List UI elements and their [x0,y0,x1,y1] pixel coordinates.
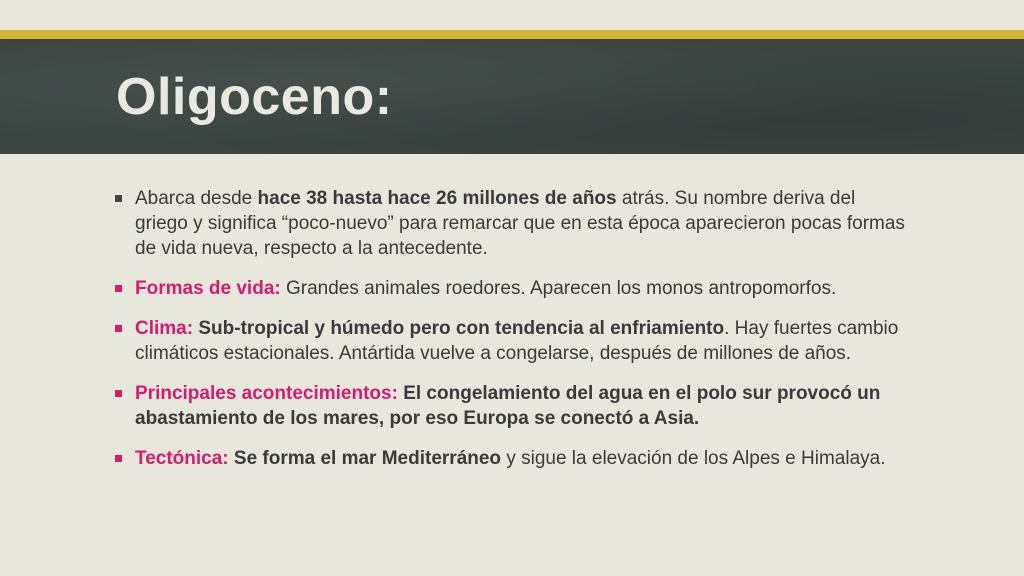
bullet-emphasis: Sub-tropical y húmedo pero con tendencia al enfriamiento [198,318,725,339]
bullet-label: Tectónica: [135,448,229,469]
square-bullet-icon [115,325,122,332]
bullet-label: Principales acontecimientos: [135,383,398,404]
bullet-text: Grandes animales roedores. Aparecen los monos antropomorfos. [280,278,837,299]
bullet-emphasis: Se forma el mar Mediterráneo [233,448,502,469]
accent-bar [0,30,1024,39]
bullet-text: atrás. Su nombre deriva del griego y significa “poco-nuevo” para remarcar que en esta época aparecieron pocas formas de vida nueva, respecto a la antecedente. [135,188,905,259]
bullet-list [113,186,913,486]
square-bullet-icon [115,195,122,202]
square-bullet-icon [115,285,122,292]
bullet-text: Abarca desde [135,188,258,209]
bullet-text: y sigue la elevación de los Alpes e Himalaya. [501,448,886,469]
top-strip [0,0,1024,30]
bullet-tectonica [113,446,913,471]
square-bullet-icon [115,390,122,397]
square-bullet-icon [115,455,122,462]
bullet-emphasis: hace 38 hasta hace 26 millones de años [257,188,617,209]
bullet-label: Clima: [135,318,194,339]
bullet-emphasis: El congelamiento del agua en el polo sur provocó un abastamiento de los mares, por eso Europa se conectó a Asia. [135,383,881,429]
bullet-clima [113,316,913,366]
bullet-formas-de-vida [113,276,913,301]
bullet-abarca [113,186,913,261]
bullet-principales-acontecimientos [113,381,913,431]
bullet-label: Formas de vida: [135,278,281,299]
slide-title: Oligoceno: [116,68,393,126]
bullet-text: . Hay fuertes cambio climáticos estacionales. Antártida vuelve a congelarse, después de millones de años. [135,318,899,364]
